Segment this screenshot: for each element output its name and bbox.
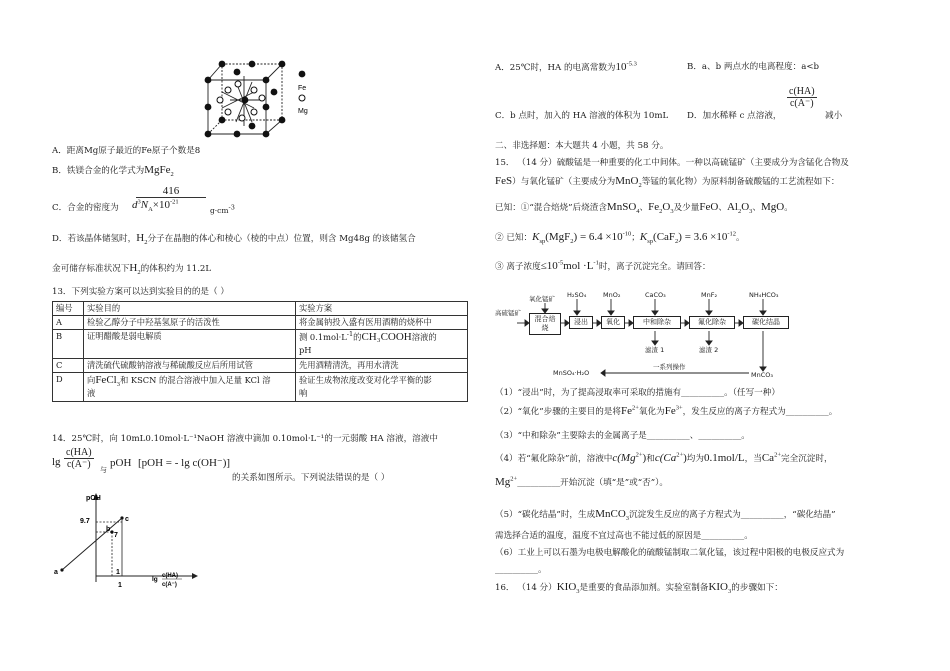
legend-mg-label: Mg (298, 108, 308, 115)
flow-step: 氧化 (601, 316, 625, 329)
x-axis-frac-num: c(HA) (162, 573, 178, 579)
reagent-label: CaCO₃ (645, 291, 666, 299)
y-axis-label: pOH (86, 495, 101, 502)
table-cell: 测 $0.1mol\cdot L^{-1}$的CH₃COOH溶液的 pH (296, 330, 468, 359)
q14-option-a: A．25℃时，HA 的电离常数为$10^{-5.3}$ (495, 60, 637, 73)
input-label: 氧化锰矿 (529, 295, 555, 303)
reagent-label: MnF₂ (701, 291, 718, 299)
product-label: MnSO₄·H₂O (553, 369, 590, 377)
crystal-structure-figure (192, 50, 332, 140)
point-a-label: a (54, 569, 58, 576)
table-cell: D (53, 373, 84, 402)
table-head-cell: 实验目的 (84, 302, 296, 316)
q15-stem-line2: FeS）与氧化锰矿（主要成分为MnO$_2$等锰的氧化物）为原料制备硫酸锰的工艺流程如下： (495, 175, 840, 190)
tick-label-1-y: 1 (116, 569, 120, 576)
q15-sub-1: （1）“浸出”时，为了提高浸取率可采取的措施有__________。（任写一种） (495, 388, 780, 398)
table-row (53, 316, 468, 330)
table-head-cell: 编号 (53, 302, 84, 316)
q15-sub-2: （2）“氧化”步骤的主要目的是将$Fe^{2+}$氧化为$Fe^{3+}$，发生反应的离子方程式为__________。 (495, 404, 838, 417)
q15-sub-6-line2: __________。 (495, 565, 547, 575)
x-axis-label: lg (152, 576, 158, 583)
q13-table (52, 301, 468, 402)
q12-option-d-line2: 金可储存标准状况下$H_2$的体积约为 11.2L (52, 262, 212, 277)
residue-label: 滤渣 1 (645, 346, 665, 354)
q15-known-2: ② 已知：$K_{sp}(MgF_2) = 6.4 \times 10^{-10}$；$K_{sp}(CaF_2) = 3.6 \times 10^{-12}$。 (495, 230, 745, 246)
q15-sub-5-line1: （5）“碳化结晶”时，生成MnCO$_3$沉淀发生反应的离子方程式为__________，“碳化结晶” (495, 508, 836, 523)
q15-sub-4-line2: $Mg^{2+}\_\_\_\_\_\_\_\_\_\_$开始沉淀（填“是”或“否”）。 (495, 475, 668, 488)
table-cell: 将金属钠投入盛有医用酒精的烧杯中 (296, 316, 468, 330)
table-cell: B (53, 330, 84, 359)
point-b-label: b (106, 526, 111, 533)
table-row (53, 359, 468, 373)
flow-step: 碳化结晶 (743, 316, 789, 329)
table-cell: A (53, 316, 84, 330)
table-cell: C (53, 359, 84, 373)
reagent-label: MnO₂ (603, 291, 621, 299)
q12-option-d-line1: D．若该晶体储氢时，$H_2$分子在晶胞的体心和棱心（棱的中点）位置，则含 Mg48g 的该储氢合 (52, 232, 416, 247)
input-label: 高硫锰矿 (495, 309, 521, 317)
table-cell: 清洗硫代硫酸钠溶液与稀硫酸反应后所用试管 (84, 359, 296, 373)
flow-step: 混合焙烧 (529, 313, 561, 335)
q14-option-b: B．a、b 两点水的电离程度：a<b (687, 62, 820, 72)
q15-sub-4-line1: （4）若“氟化除杂”前，溶液中$c(Mg^{2+})$和$c(Ca^{2+})$均为0.1mol/L，当$Ca^{2+}$完全沉淀时， (495, 451, 833, 464)
flow-step: 氟化除杂 (689, 316, 735, 329)
q15-sub-5-line2: 需选择合适的温度，温度不宜过高也不能过低的原因是__________。 (495, 531, 753, 541)
table-header-row (53, 302, 468, 316)
q15-known-1: 已知：①“混合焙烧”后烧渣含MnSO$_4$、$Fe_2O_3$及少量FeO、$Al_2O_3$、MgO。 (495, 201, 793, 216)
q15-sub-3: （3）“中和除杂”主要除去的金属离子是__________、__________。 (495, 431, 750, 441)
q15-stem-line1: 15． （14 分）硫酸锰是一种重要的化工中间体。一种以高硫锰矿（主要成分为含锰化合物及 (495, 158, 849, 168)
operations-label: 一系列操作 (653, 363, 686, 371)
tick-label-7: 7 (114, 532, 118, 539)
point-c-label: c (125, 516, 129, 523)
table-cell: 检验乙醇分子中羟基氢原子的活泼性 (84, 316, 296, 330)
tick-label-1-x: 1 (118, 582, 122, 589)
section-2-heading: 二、非选择题：本大题共 4 小题，共 58 分。 (495, 141, 669, 151)
reagent-label: H₂SO₄ (567, 291, 587, 299)
tick-label-9-7: 9.7 (80, 518, 90, 525)
q16-stem: 16． （14 分）$KIO_3$是重要的食品添加剂。实验室制备$KIO_3$的步骤如下： (495, 581, 783, 596)
poh-graph (52, 488, 202, 596)
process-flowchart (495, 283, 797, 385)
x-axis-frac-den: c(A⁻) (162, 582, 177, 588)
reagent-label: NH₄HCO₃ (749, 291, 779, 299)
legend-fe-label: Fe (298, 85, 307, 92)
flow-step: 中和除杂 (633, 316, 681, 329)
q15-sub-6-line1: （6）工业上可以石墨为电极电解酸化的硫酸锰制取二氧化锰，该过程中阳极的电极反应式为 (495, 548, 845, 558)
product-label: MnCO₃ (751, 371, 773, 379)
q14-stem-line1: 14．25℃时，向 10mL0.10mol·L⁻¹NaOH 溶液中滴加 0.10mol·L⁻¹的一元弱酸 HA 溶液，溶液中 (52, 434, 438, 444)
table-cell: 验证生成物浓度改变对化学平衡的影 响 (296, 373, 468, 402)
table-cell: 向FeCl$_3$和 KSCN 的混合溶液中加入足量 KCl 溶 液 (84, 373, 296, 402)
table-row (53, 373, 468, 402)
table-head-cell: 实验方案 (296, 302, 468, 316)
table-row (53, 330, 468, 359)
q15-known-3: ③ 离子浓度$\le 10^{-5}mol \cdot L^{-1}$时，离子沉淀完全。请回答： (495, 259, 711, 272)
q12-option-a: A．距离Mg原子最近的Fe原子个数是8 (52, 146, 201, 156)
residue-label: 滤渣 2 (699, 346, 719, 354)
table-cell: 证明醋酸是弱电解质 (84, 330, 296, 359)
flow-step: 浸出 (569, 316, 593, 329)
q12-option-b: B．铁镁合金的化学式为MgFe$_2$ (52, 164, 174, 179)
table-cell: 先用酒精清洗，再用水清洗 (296, 359, 468, 373)
q14-option-c: C．b 点时，加入的 HA 溶液的体积为 10mL (495, 111, 669, 121)
q13-stem: 13．下列实验方案可以达到实验目的的是（ ） (52, 287, 229, 297)
